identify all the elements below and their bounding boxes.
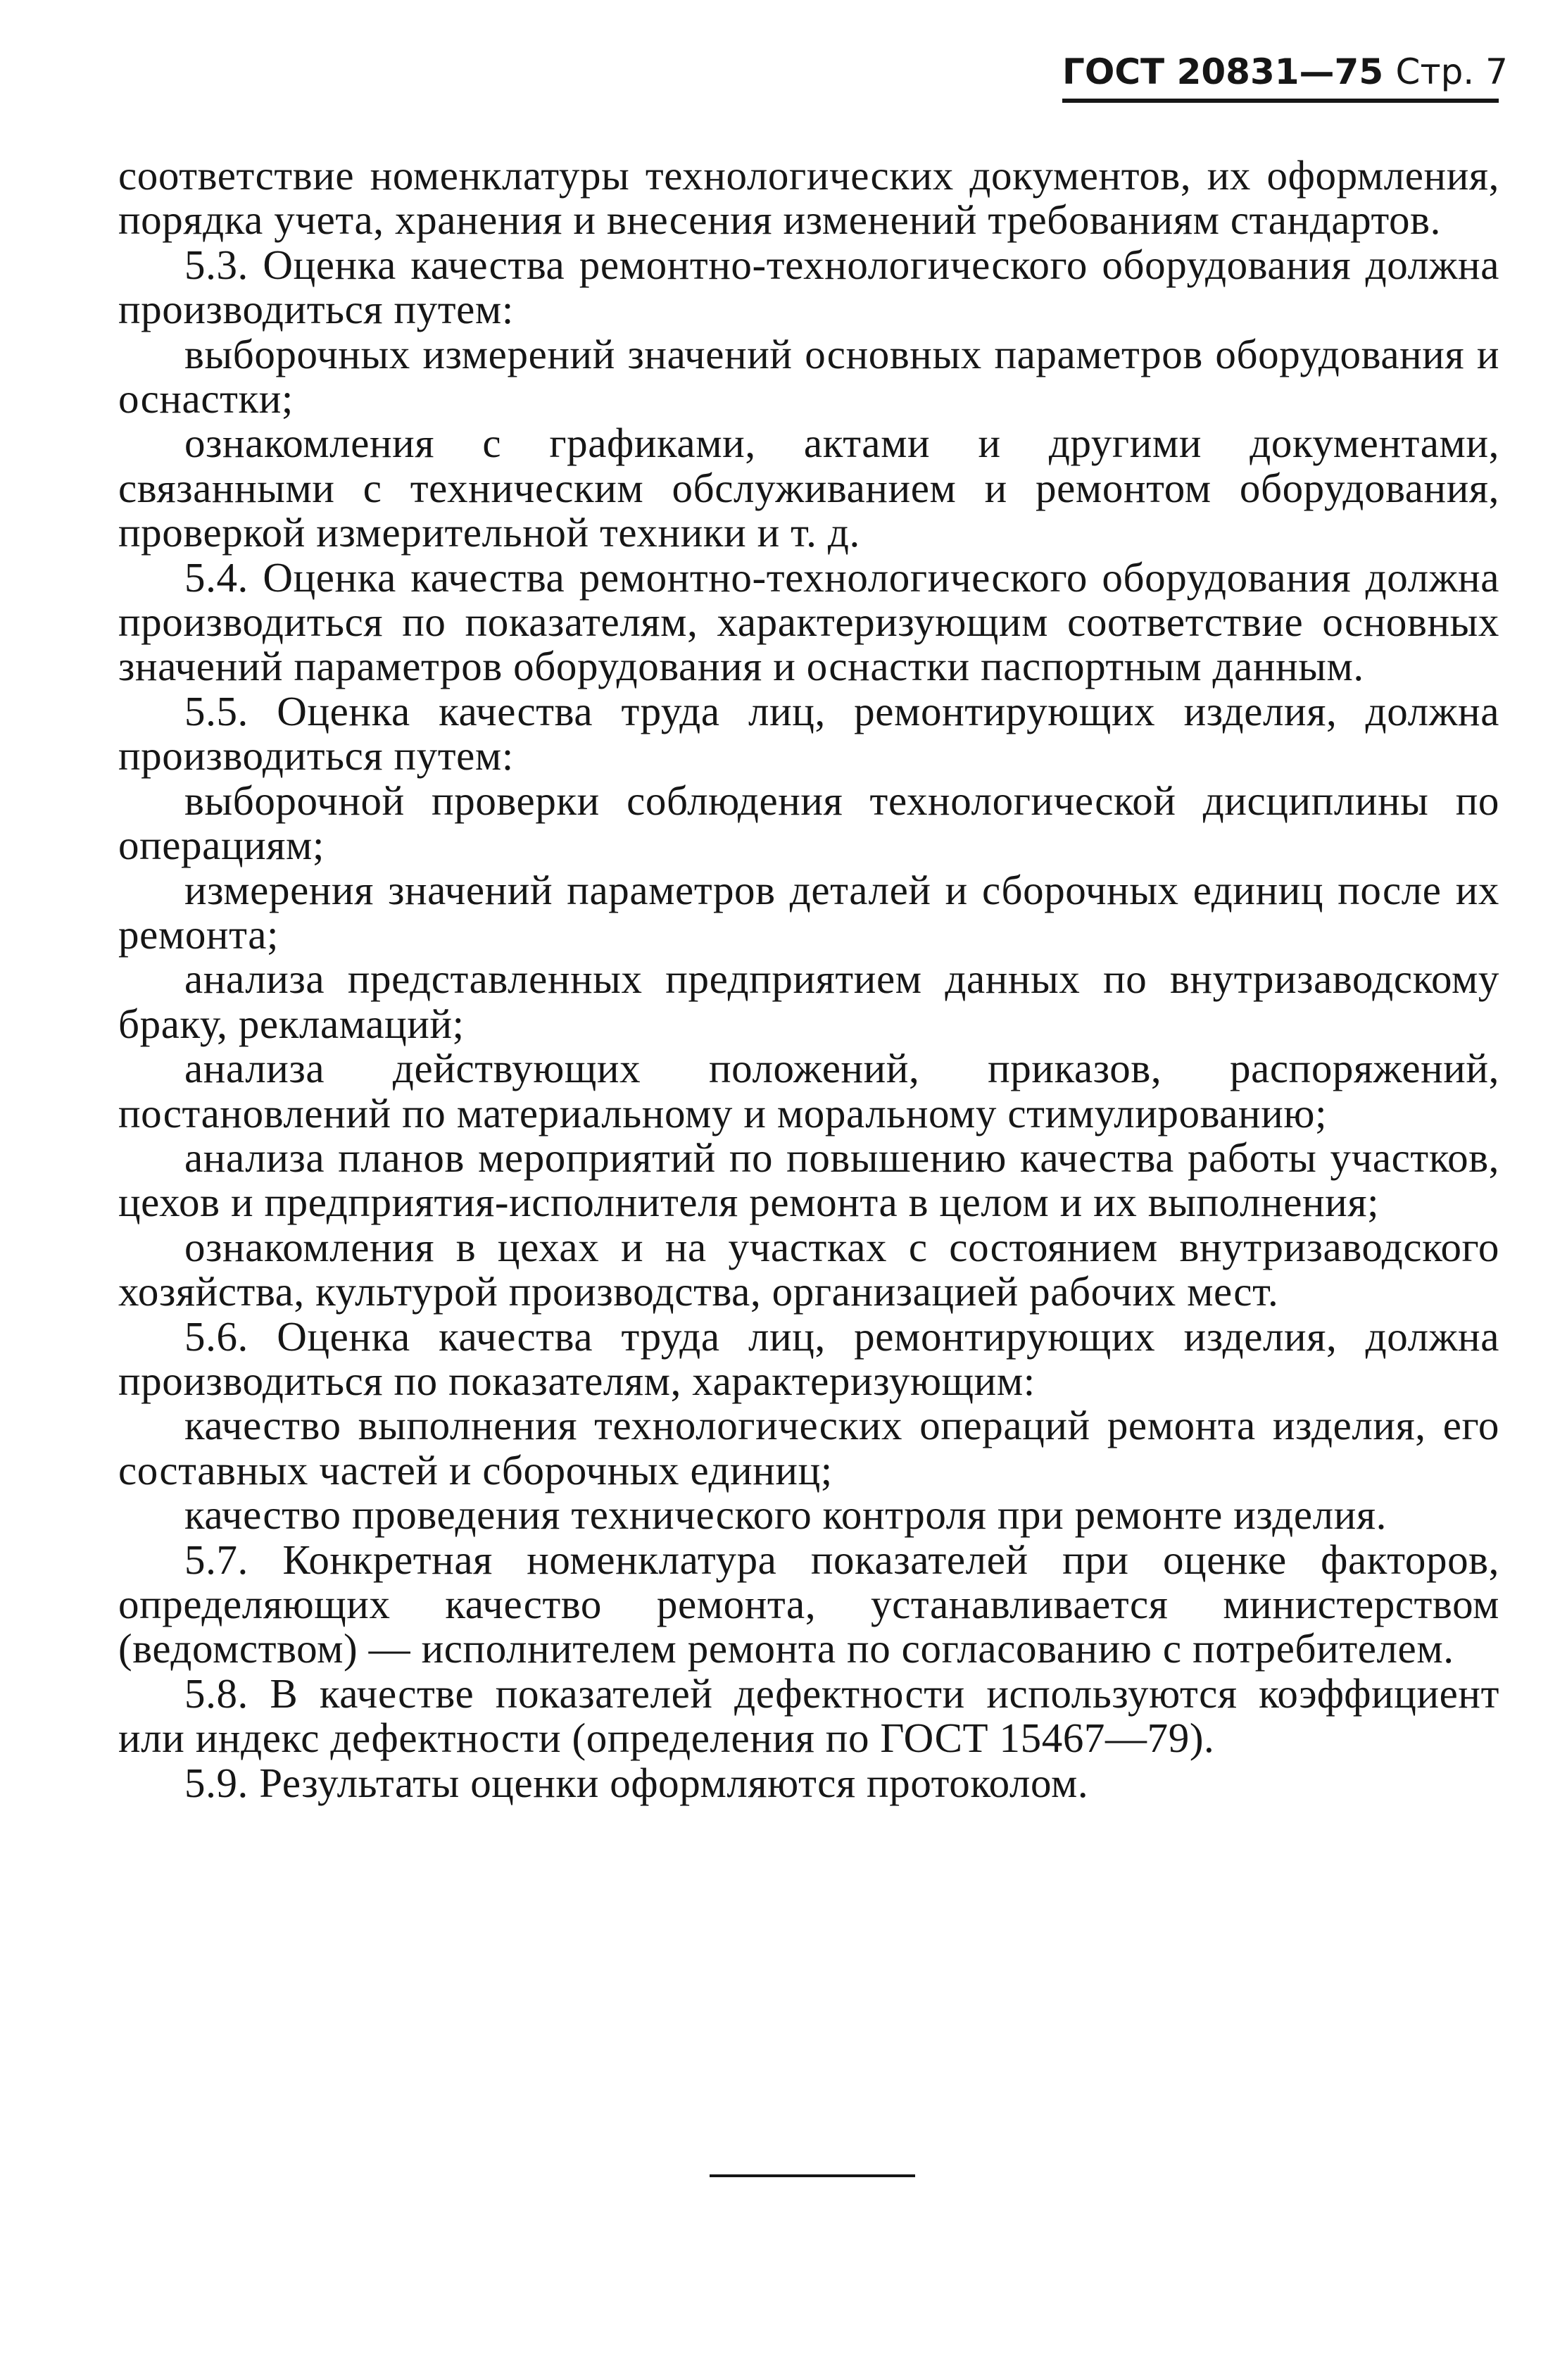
header-rule (1062, 99, 1499, 103)
page-number: Стр. 7 (1395, 51, 1508, 92)
paragraph: 5.4. Оценка качества ремонтно-технологического оборудования должна производиться по показателям, характеризующим соответствие основных значений параметров оборудования и оснастки паспортным данным. (118, 553, 1499, 690)
paragraph: анализа представленных предприятием данных по внутризаводскому браку, рекламаций; (118, 956, 1499, 1047)
paragraph: анализа планов мероприятий по повышению качества работы участков, цехов и предприятия-исполнителя ремонта в целом и их выполнения; (118, 1134, 1499, 1226)
paragraph: 5.3. Оценка качества ремонтно-технологического оборудования должна производиться путем: (118, 241, 1499, 333)
paragraph: анализа действующих положений, приказов, распоряжений, постановлений по материальному и моральному стимулированию; (118, 1045, 1499, 1136)
paragraph: выборочных измерений значений основных параметров оборудования и оснастки; (118, 330, 1499, 422)
paragraph: измерения значений параметров деталей и сборочных единиц после их ремонта; (118, 866, 1499, 958)
paragraph: 5.5. Оценка качества труда лиц, ремонтирующих изделия, должна производиться путем: (118, 687, 1499, 779)
paragraph: качество выполнения технологических операций ремонта изделия, его составных частей и сборочных единиц; (118, 1402, 1499, 1493)
paragraph: ознакомления в цехах и на участках с состоянием внутризаводского хозяйства, культурой производства, организацией рабочих мест. (118, 1223, 1499, 1315)
page-header (1062, 51, 1508, 93)
paragraph: соответствие номенклатуры технологических документов, их оформления, порядка учета, хранения и внесения изменений требованиям стандартов. (118, 152, 1499, 244)
document-body (118, 154, 1499, 1805)
paragraph: ознакомления с графиками, актами и другими документами, связанными с техническим обслуживанием и ремонтом оборудования, проверкой измерительной техники и т. д. (118, 420, 1499, 556)
paragraph: качество проведения технического контроля при ремонте изделия. (184, 1491, 1387, 1539)
paragraph: выборочной проверки соблюдения технологической дисциплины по операциям; (118, 777, 1499, 869)
paragraph: 5.7. Конкретная номенклатура показателей при оценке факторов, определяющих качество ремонта, устанавливается министерством (ведомством) — исполнителем ремонта по согласованию с потребителем. (118, 1536, 1499, 1672)
standard-number: ГОСТ 20831—75 (1062, 51, 1384, 92)
paragraph: 5.6. Оценка качества труда лиц, ремонтирующих изделия, должна производиться по показателям, характеризующим: (118, 1313, 1499, 1404)
end-rule (710, 2174, 915, 2177)
paragraph: 5.9. Результаты оценки оформляются протоколом. (184, 1759, 1089, 1806)
paragraph: 5.8. В качестве показателей дефектности используются коэффициент или индекс дефектности (определения по ГОСТ 15467—79). (118, 1670, 1499, 1762)
